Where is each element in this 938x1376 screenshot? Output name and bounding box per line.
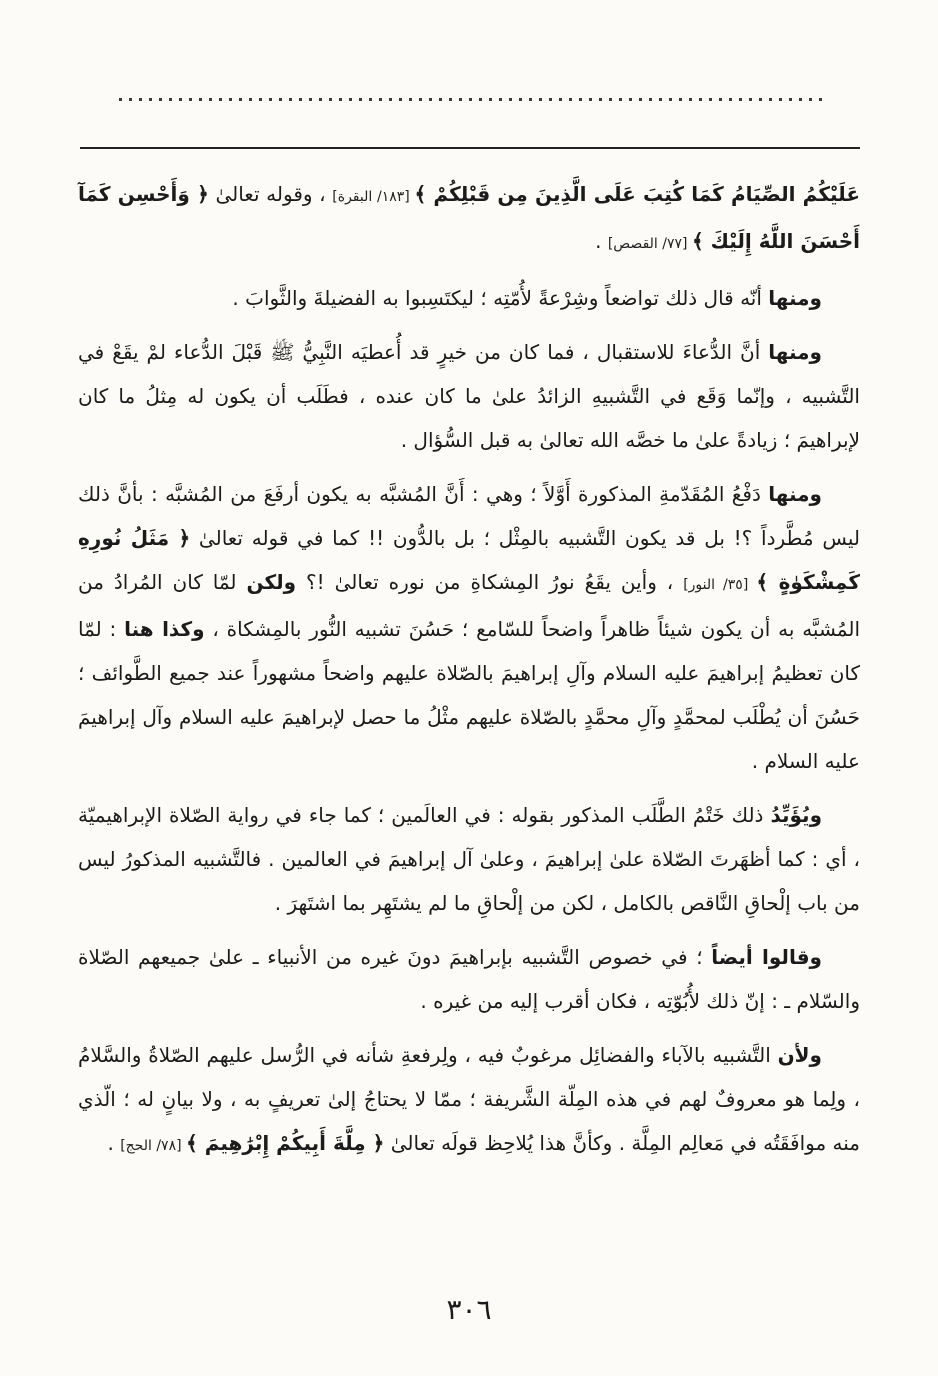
- paragraph-lead: ولأن: [777, 1043, 822, 1067]
- paragraph-lead: ومنها: [768, 286, 822, 310]
- paragraph-lead: ويُؤَيِّدُ: [770, 803, 822, 827]
- body-text: ؛ في خصوص التَّشبيه بإبراهيمَ دونَ غيره من الأنبياء ـ علىٰ جميعهم الصّلاة والسّلام ـ : إنّ ذلك لأُبُوّتِه ، فكان أقرب إليه من غيره .: [78, 945, 860, 1013]
- paragraph-lead: ومنها: [768, 340, 822, 364]
- body-text: أنّه قال ذلك تواضعاً وشِرْعةً لأُمّتِه ؛ ليكتَسِبوا به الفضيلةَ والثَّوابَ .: [232, 286, 769, 310]
- quran-verse: ﴿ مِلَّةَ أَبِيكُمْ إِبْرَٰهِيمَ ﴾: [186, 1131, 385, 1155]
- header-rule: [80, 147, 860, 149]
- body-text-block: [78, 172, 860, 1178]
- paragraph-lead: وكذا هنا: [124, 617, 205, 641]
- dotted-separator: [116, 98, 822, 101]
- quran-verse: ﴿ مَثَلُ نُورِهِ كَمِشْكَوٰةٍ ﴾: [78, 526, 860, 594]
- verse-reference: [٧٨/ الحج]: [120, 1138, 187, 1154]
- body-text: دَفْعُ المُقَدّمةِ المذكورة أَوَّلاً ؛ وهي : أَنَّ المُشبَّه به يكون أرفَعَ من المُشبَّه : بأنَّ ذلك ليس مُطَّرداً ؟! بل قد يكون التَّشبيه بالمِثْل ؛ بل بالدُّون !! كما في قوله تعالىٰ: [78, 482, 860, 550]
- body-text: التَّشبيه بالآباء والفضائِل مرغوبٌ فيه ، ولِرفعةِ شأنه في الرُّسل عليهم الصّلاةُ والسَّلامُ ، ولِما هو معروفٌ لهم في هذه المِلّة الشَّريفة ؛ ممّا لا يحتاجُ إلىٰ تعريفٍ به ، ولا بيانٍ له ؛ الّذي منه موافَقَتُه في مَعالِم المِلَّة . وكأنَّ هذا يُلاحِظ قولَه تعالىٰ: [78, 1043, 860, 1155]
- paragraph-lead: ولكن: [246, 570, 297, 594]
- paragraph: [78, 793, 860, 925]
- paragraph: [78, 330, 860, 462]
- page-number: ٣٠٦: [446, 1293, 492, 1326]
- body-text: : لمّا كان تعظيمُ إبراهيمَ عليه السلام وآلِ إبراهيمَ بالصّلاة عليهم واضحاً مشهوراً عند جميع الطَّوائف ؛ حَسُنَ أن يُطْلَب لمحمَّدٍ وآلِ محمَّدٍ بالصّلاة عليهم مثْلُ ما حصل لإبراهيمَ عليه السلام وآل إبراهيمَ عليه السلام .: [78, 617, 860, 773]
- paragraph: [78, 472, 860, 783]
- quran-verse: ﴿ وَأَحْسِن كَمَآ أَحْسَنَ اللَّهُ إِلَيْكَ ﴾: [78, 182, 860, 253]
- paragraph-quote-continuation: [78, 172, 860, 266]
- body-text: ، وأين يقَعُ نورُ المِشكاةِ من نوره تعالىٰ !؟: [296, 570, 684, 594]
- paragraph-lead: ومنها: [768, 482, 822, 506]
- body-text: أنَّ الدُّعاءَ للاستقبال ، فما كان من خيرٍ قد أُعطيَه النَّبِيُّ ﷺ قَبْلَ الدُّعاء لمْ يقَعْ في التَّشبيه ، وإنّما وَقَع في التَّشبيهِ الزائدُ علىٰ ما كان عنده ، فطَلَب أن يكون له مِثلُ ما كان لإبراهيمَ ؛ زيادةً علىٰ ما خصَّه الله تعالىٰ به قبل السُّؤال .: [78, 340, 860, 452]
- paragraph-lead: وقالوا أيضاً: [711, 945, 822, 969]
- body-text: .: [595, 229, 608, 253]
- body-text: ، وقوله تعالىٰ: [208, 182, 333, 206]
- verse-reference: [٣٥/ النور]: [683, 577, 757, 593]
- paragraph: [78, 276, 860, 320]
- body-text: لمّا كان المُرادُ من المُشبَّه به أن يكون شيئاً ظاهراً واضحاً للسّامع ؛ حَسُنَ تشبيه النُّور بالمِشكاة ،: [78, 570, 861, 641]
- body-text: ذلك خَتْمُ الطَّلَب المذكور بقوله : في العالَمين ؛ كما جاء في رواية الصّلاة الإبراهيميّة ، أي : كما أظهَرتَ الصّلاة علىٰ إبراهيمَ ، وعلىٰ آل إبراهيمَ في العالمين . فالتَّشبيه المذكورُ ليس من باب إلْحاقِ النَّاقص بالكامل ، لكن من إلْحاقِ ما لم يشتَهِر بما اشتَهرَ .: [78, 803, 860, 915]
- body-text: .: [107, 1131, 121, 1155]
- paragraph: [78, 1033, 860, 1168]
- verse-reference: [١٨٣/ البقرة]: [332, 189, 415, 205]
- quran-verse: عَلَيْكُمُ الصِّيَامُ كَمَا كُتِبَ عَلَى الَّذِينَ مِن قَبْلِكُمْ ﴾: [414, 182, 860, 206]
- paragraph: [78, 935, 860, 1023]
- verse-reference: [٧٧/ القصص]: [607, 236, 692, 252]
